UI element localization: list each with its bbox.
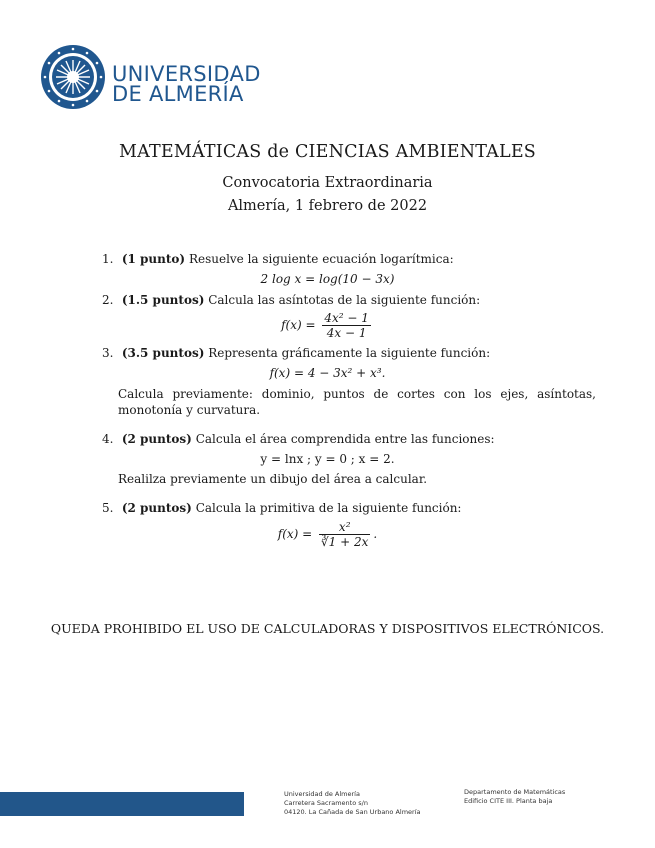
footer-bar bbox=[0, 792, 244, 816]
question-points: (2 puntos) bbox=[121, 501, 192, 515]
question-text: Representa gráficamente la siguiente función: bbox=[208, 346, 491, 360]
equation-trailing: . bbox=[373, 527, 378, 541]
university-logo bbox=[40, 44, 261, 120]
question-number: 3. bbox=[102, 346, 114, 360]
equation-lhs: f(x) = bbox=[277, 527, 313, 541]
fraction-numerator: x² bbox=[338, 520, 351, 534]
fraction bbox=[322, 311, 371, 340]
question-4-note: Realilza previamente un dibujo del área a calcular. bbox=[118, 472, 428, 486]
question-3-equation: f(x) = 4 − 3x² + x³. bbox=[269, 366, 386, 380]
fraction-denominator: 4x − 1 bbox=[322, 325, 371, 340]
exam-title: MATEMÁTICAS de CIENCIAS AMBIENTALES bbox=[119, 142, 536, 162]
question-3 bbox=[102, 345, 602, 361]
question-text: Resuelve la siguiente ecuación logarítmica: bbox=[188, 252, 454, 266]
question-2 bbox=[102, 292, 602, 308]
fraction-denominator: ∛1 + 2x bbox=[321, 535, 369, 549]
footer-address-line: 04120. La Cañada de San Urbano Almería bbox=[284, 808, 421, 816]
question-number: 5. bbox=[102, 501, 114, 515]
question-1-equation: 2 log x = log(10 − 3x) bbox=[260, 272, 395, 286]
question-points: (2 puntos) bbox=[121, 432, 192, 446]
footer-department-line: Edificio CITE III. Planta baja bbox=[464, 797, 553, 805]
university-name-line1: UNIVERSIDAD bbox=[112, 62, 261, 86]
exam-place-date: Almería, 1 febrero de 2022 bbox=[227, 198, 428, 214]
question-5 bbox=[102, 500, 602, 516]
fraction-numerator: 4x² − 1 bbox=[324, 311, 369, 325]
footer-department-line: Departamento de Matemáticas bbox=[464, 788, 566, 796]
question-4-equation bbox=[0, 452, 655, 466]
question-text: Calcula las asíntotas de la siguiente función: bbox=[208, 293, 481, 307]
question-4 bbox=[102, 431, 602, 447]
prohibition-notice: QUEDA PROHIBIDO EL USO DE CALCULADORAS Y DISPOSITIVOS ELECTRÓNICOS. bbox=[50, 621, 605, 636]
question-number: 2. bbox=[102, 293, 114, 307]
question-5-equation bbox=[0, 520, 655, 549]
university-name-line2: DE ALMERÍA bbox=[112, 82, 244, 106]
equation-text: y = lnx ; y = 0 ; x = 2. bbox=[260, 452, 395, 466]
question-3-note: Calcula previamente: dominio, puntos de cortes con los ejes, asíntotas, monotonía y curvatura. bbox=[118, 387, 596, 417]
university-name bbox=[112, 64, 261, 104]
question-number: 1. bbox=[102, 252, 114, 266]
university-seal-icon bbox=[40, 44, 106, 110]
question-text: Calcula la primitiva de la siguiente función: bbox=[195, 501, 462, 515]
exam-session: Convocatoria Extraordinaria bbox=[222, 175, 433, 191]
question-2-equation bbox=[0, 311, 655, 340]
question-number: 4. bbox=[102, 432, 114, 446]
footer-department bbox=[464, 788, 565, 806]
question-points: (1 punto) bbox=[121, 252, 186, 266]
footer-address-line: Universidad de Almería bbox=[284, 790, 360, 798]
equation-lhs: f(x) = bbox=[281, 318, 316, 332]
question-points: (3.5 puntos) bbox=[121, 346, 205, 360]
footer-address-line: Carretera Sacramento s/n bbox=[284, 799, 368, 807]
question-1 bbox=[102, 251, 602, 267]
fraction bbox=[319, 520, 370, 549]
question-points: (1.5 puntos) bbox=[121, 293, 205, 307]
question-text: Calcula el área comprendida entre las funciones: bbox=[195, 432, 495, 446]
footer-address bbox=[284, 790, 421, 817]
